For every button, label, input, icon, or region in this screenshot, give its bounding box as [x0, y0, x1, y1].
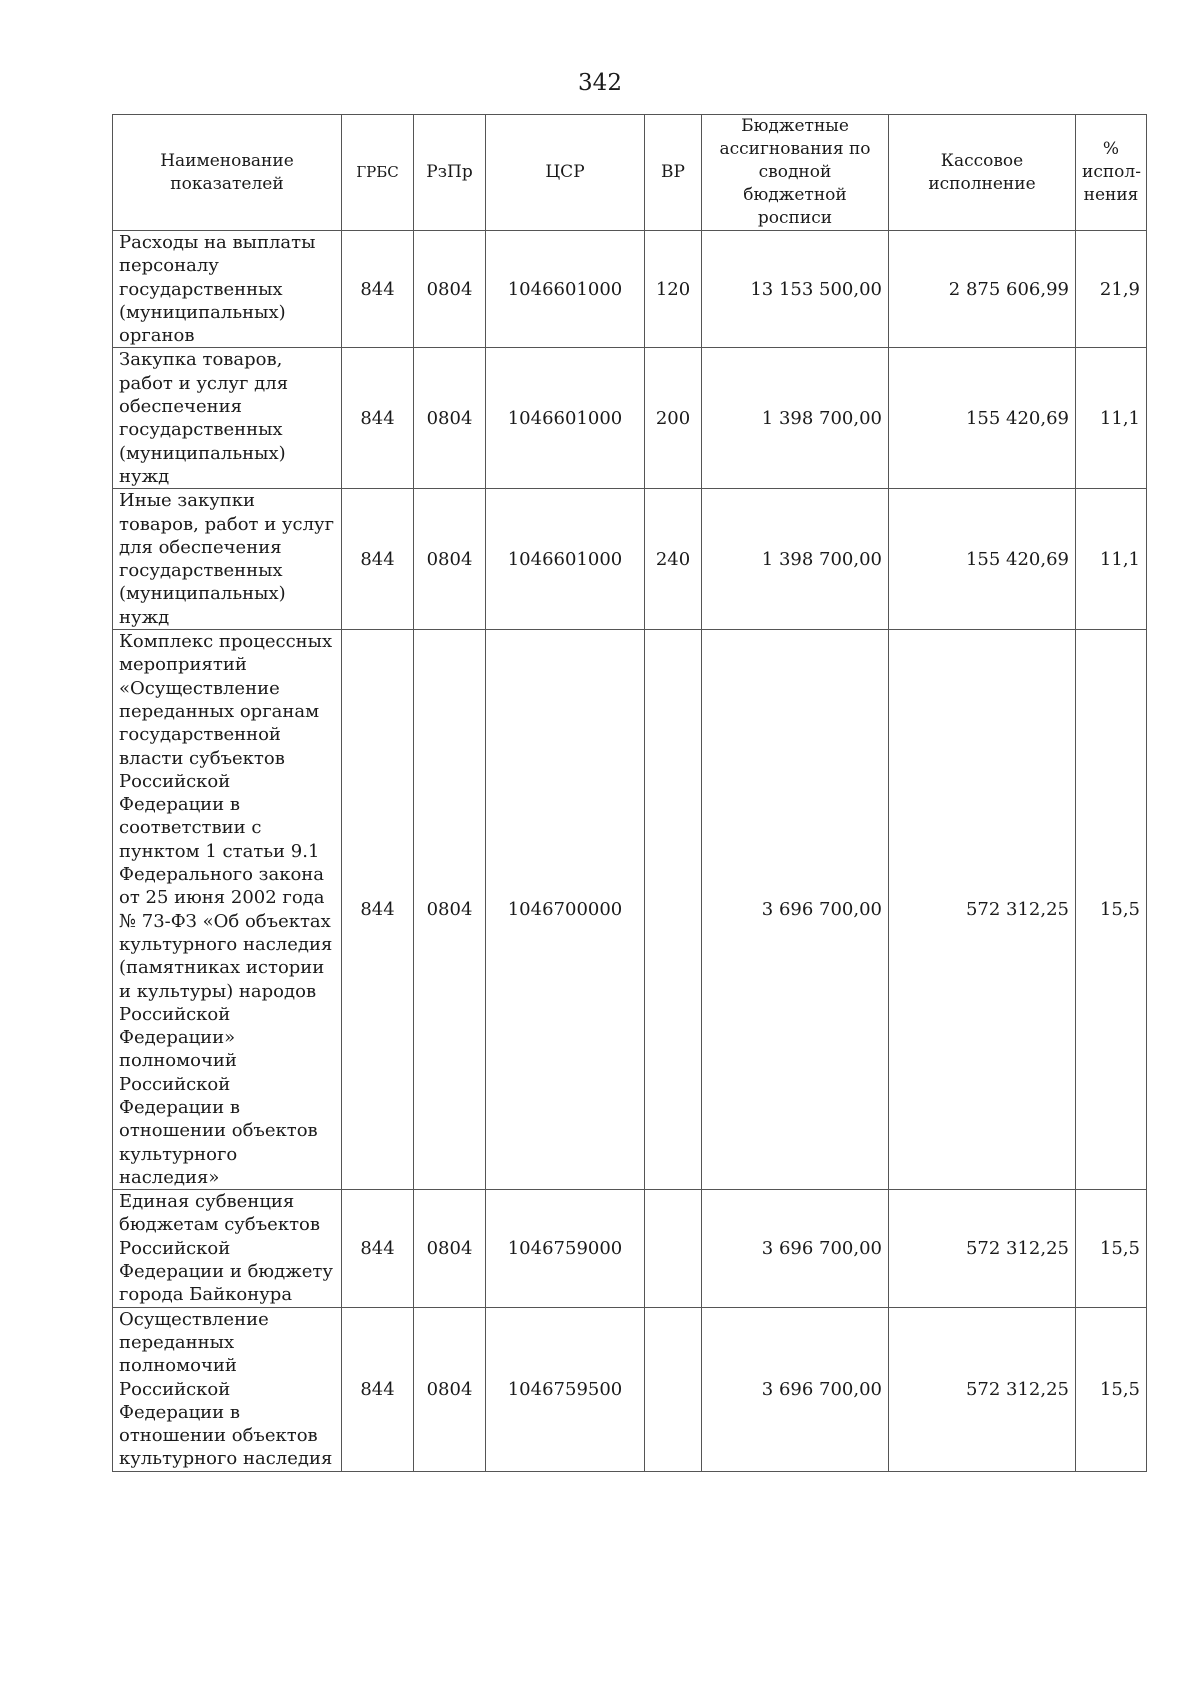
table-header-row — [113, 115, 1147, 231]
row-vr — [645, 1190, 702, 1307]
header-name: Наименование показателей — [113, 115, 342, 231]
row-vr — [645, 630, 702, 1190]
row-name: Расходы на выплаты персоналу государственных (муниципальных) органов — [113, 231, 342, 348]
row-rzpr: 0804 — [414, 489, 486, 630]
row-allocations: 3 696 700,00 — [702, 1307, 889, 1471]
row-cash-execution: 572 312,25 — [889, 1307, 1076, 1471]
row-vr: 120 — [645, 231, 702, 348]
row-csr: 1046759500 — [486, 1307, 645, 1471]
row-allocations: 1 398 700,00 — [702, 489, 889, 630]
table-row — [113, 489, 1147, 630]
header-vr: ВР — [645, 115, 702, 231]
row-grbs: 844 — [342, 1190, 414, 1307]
header-allocations: Бюджетные ассигнования по сводной бюджетной росписи — [702, 115, 889, 231]
row-cash-execution: 2 875 606,99 — [889, 231, 1076, 348]
row-cash-execution: 155 420,69 — [889, 489, 1076, 630]
table-row — [113, 630, 1147, 1190]
budget-execution-table — [112, 114, 1147, 1472]
row-rzpr: 0804 — [414, 348, 486, 489]
row-name: Иные закупки товаров, работ и услуг для обеспечения государственных (муниципальных) нужд — [113, 489, 342, 630]
header-cash-execution: Кассовое исполнение — [889, 115, 1076, 231]
table-row — [113, 1307, 1147, 1471]
row-cash-execution: 155 420,69 — [889, 348, 1076, 489]
row-name: Единая субвенция бюджетам субъектов Российской Федерации и бюджету города Байконура — [113, 1190, 342, 1307]
row-grbs: 844 — [342, 348, 414, 489]
row-vr: 200 — [645, 348, 702, 489]
row-name: Осуществление переданных полномочий Российской Федерации в отношении объектов культурного наследия — [113, 1307, 342, 1471]
row-grbs: 844 — [342, 231, 414, 348]
row-allocations: 1 398 700,00 — [702, 348, 889, 489]
row-name: Закупка товаров, работ и услуг для обеспечения государственных (муниципальных) нужд — [113, 348, 342, 489]
table-row — [113, 348, 1147, 489]
row-allocations: 13 153 500,00 — [702, 231, 889, 348]
row-vr: 240 — [645, 489, 702, 630]
row-grbs: 844 — [342, 1307, 414, 1471]
row-csr: 1046601000 — [486, 489, 645, 630]
row-percent: 11,1 — [1076, 348, 1147, 489]
row-rzpr: 0804 — [414, 630, 486, 1190]
row-cash-execution: 572 312,25 — [889, 1190, 1076, 1307]
header-grbs: ГРБС — [342, 115, 414, 231]
row-grbs: 844 — [342, 630, 414, 1190]
table-row — [113, 1190, 1147, 1307]
row-percent: 15,5 — [1076, 630, 1147, 1190]
header-percent: % испол-нения — [1076, 115, 1147, 231]
row-percent: 21,9 — [1076, 231, 1147, 348]
row-percent: 15,5 — [1076, 1307, 1147, 1471]
table-row — [113, 231, 1147, 348]
row-percent: 15,5 — [1076, 1190, 1147, 1307]
row-allocations: 3 696 700,00 — [702, 630, 889, 1190]
row-rzpr: 0804 — [414, 1190, 486, 1307]
row-vr — [645, 1307, 702, 1471]
page-number: 342 — [578, 70, 622, 96]
row-csr: 1046601000 — [486, 231, 645, 348]
row-cash-execution: 572 312,25 — [889, 630, 1076, 1190]
row-name: Комплекс процессных мероприятий «Осуществление переданных органам государственной власти субъектов Российской Федерации в соответствии с пунктом 1 статьи 9.1 Федерального закона от 25 июня 2002 года № 73-ФЗ «Об объектах культурного наследия (памятниках истории и культуры) народов Российской Федерации» полномочий Российской Федерации в отношении объектов культурного наследия» — [113, 630, 342, 1190]
row-percent: 11,1 — [1076, 489, 1147, 630]
row-rzpr: 0804 — [414, 231, 486, 348]
row-grbs: 844 — [342, 489, 414, 630]
row-csr: 1046700000 — [486, 630, 645, 1190]
header-rzpr: РзПр — [414, 115, 486, 231]
row-allocations: 3 696 700,00 — [702, 1190, 889, 1307]
row-csr: 1046601000 — [486, 348, 645, 489]
header-csr: ЦСР — [486, 115, 645, 231]
row-csr: 1046759000 — [486, 1190, 645, 1307]
row-rzpr: 0804 — [414, 1307, 486, 1471]
